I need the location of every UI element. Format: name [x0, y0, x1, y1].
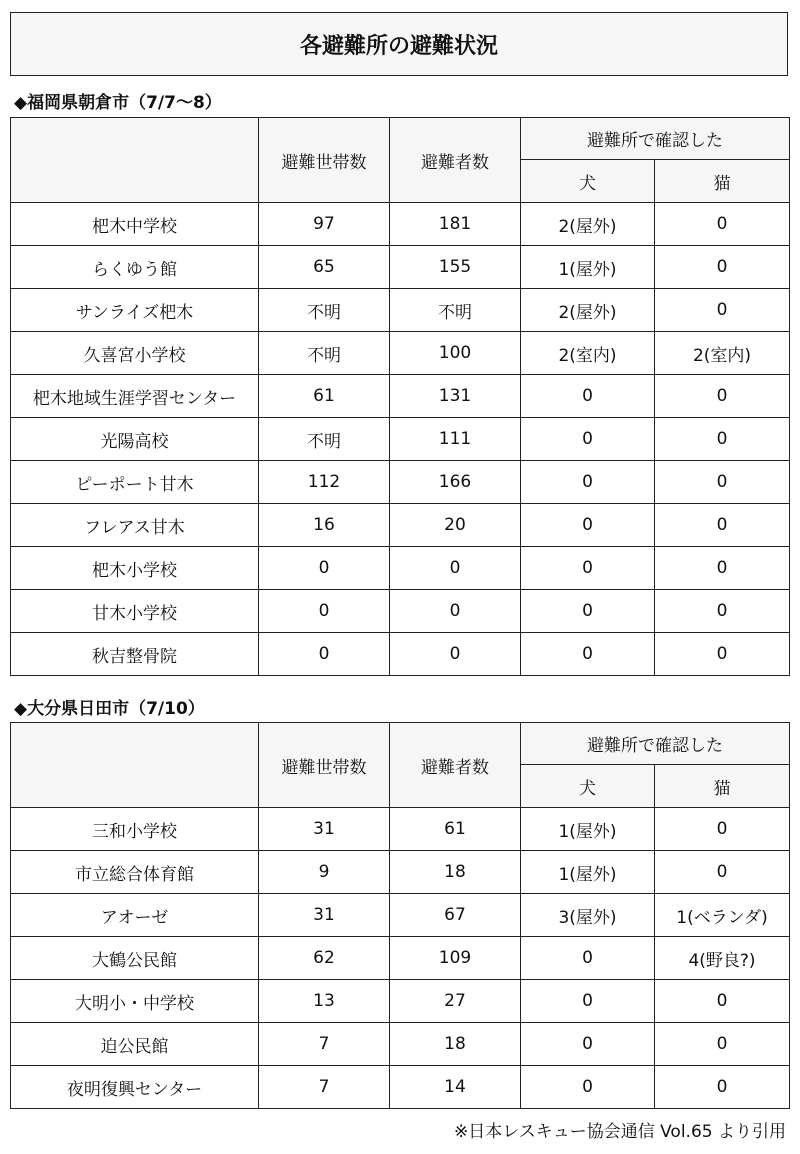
- cat-count-cell: 0: [655, 418, 790, 461]
- households-cell: 不明: [259, 332, 390, 375]
- table-row: [11, 1066, 790, 1109]
- shelter-name-cell: 夜明復興センター: [11, 1066, 259, 1109]
- cat-count-cell: 0: [655, 375, 790, 418]
- shelter-name-cell: 秋吉整骨院: [11, 633, 259, 676]
- shelter-name-cell: ピーポート甘木: [11, 461, 259, 504]
- dog-count-cell: 0: [521, 461, 655, 504]
- cat-count-cell: 2(室内): [655, 332, 790, 375]
- cat-count-cell: 0: [655, 1023, 790, 1066]
- shelter-name-cell: 大鶴公民館: [11, 937, 259, 980]
- households-cell: 31: [259, 894, 390, 937]
- cat-count-cell: 1(ベランダ): [655, 894, 790, 937]
- shelter-name-cell: 大明小・中学校: [11, 980, 259, 1023]
- cat-count-cell: 0: [655, 461, 790, 504]
- evacuees-cell: 61: [390, 808, 521, 851]
- households-cell: 112: [259, 461, 390, 504]
- header-dog: 犬: [521, 765, 655, 808]
- households-cell: 7: [259, 1066, 390, 1109]
- evacuees-cell: 166: [390, 461, 521, 504]
- dog-count-cell: 2(室内): [521, 332, 655, 375]
- cat-count-cell: 0: [655, 547, 790, 590]
- evacuees-cell: 18: [390, 851, 521, 894]
- dog-count-cell: 0: [521, 1066, 655, 1109]
- cat-count-cell: 0: [655, 289, 790, 332]
- header-cat: 猫: [655, 765, 790, 808]
- households-cell: 65: [259, 246, 390, 289]
- page-title: 各避難所の避難状況: [10, 12, 788, 76]
- cat-count-cell: 0: [655, 851, 790, 894]
- households-cell: 0: [259, 590, 390, 633]
- shelter-table-asakura: [10, 117, 790, 676]
- shelter-name-cell: 光陽高校: [11, 418, 259, 461]
- cat-count-cell: 0: [655, 980, 790, 1023]
- dog-count-cell: 0: [521, 418, 655, 461]
- table-row: [11, 851, 790, 894]
- header-confirmed-group: 避難所で確認した: [521, 118, 790, 160]
- shelter-name-cell: 市立総合体育館: [11, 851, 259, 894]
- evacuees-cell: 100: [390, 332, 521, 375]
- shelter-name-cell: 甘木小学校: [11, 590, 259, 633]
- evacuees-cell: 131: [390, 375, 521, 418]
- table-row: [11, 246, 790, 289]
- dog-count-cell: 0: [521, 590, 655, 633]
- households-cell: 62: [259, 937, 390, 980]
- shelter-name-cell: サンライズ杷木: [11, 289, 259, 332]
- shelter-name-cell: アオーゼ: [11, 894, 259, 937]
- table-row: [11, 375, 790, 418]
- cat-count-cell: 0: [655, 504, 790, 547]
- dog-count-cell: 3(屋外): [521, 894, 655, 937]
- shelter-name-cell: 三和小学校: [11, 808, 259, 851]
- dog-count-cell: 0: [521, 1023, 655, 1066]
- dog-count-cell: 0: [521, 375, 655, 418]
- households-cell: 9: [259, 851, 390, 894]
- evacuees-cell: 14: [390, 1066, 521, 1109]
- cat-count-cell: 0: [655, 1066, 790, 1109]
- households-cell: 0: [259, 633, 390, 676]
- dog-count-cell: 1(屋外): [521, 246, 655, 289]
- evacuees-cell: 67: [390, 894, 521, 937]
- table-row: [11, 461, 790, 504]
- table-row: [11, 418, 790, 461]
- evacuees-cell: 0: [390, 590, 521, 633]
- households-cell: 7: [259, 1023, 390, 1066]
- header-households: 避難世帯数: [259, 723, 390, 808]
- dog-count-cell: 0: [521, 937, 655, 980]
- header-dog: 犬: [521, 160, 655, 203]
- shelter-name-cell: 久喜宮小学校: [11, 332, 259, 375]
- table-row: [11, 937, 790, 980]
- shelter-name-cell: 杷木地域生涯学習センター: [11, 375, 259, 418]
- evacuees-cell: 0: [390, 547, 521, 590]
- evacuees-cell: 不明: [390, 289, 521, 332]
- evacuees-cell: 18: [390, 1023, 521, 1066]
- dog-count-cell: 0: [521, 980, 655, 1023]
- households-cell: 不明: [259, 289, 390, 332]
- table-row: [11, 547, 790, 590]
- dog-count-cell: 2(屋外): [521, 203, 655, 246]
- table-row: [11, 633, 790, 676]
- cat-count-cell: 0: [655, 590, 790, 633]
- cat-count-cell: 4(野良?): [655, 937, 790, 980]
- shelter-name-cell: フレアス甘木: [11, 504, 259, 547]
- header-blank-cell: [11, 118, 259, 203]
- header-evacuees: 避難者数: [390, 118, 521, 203]
- dog-count-cell: 0: [521, 633, 655, 676]
- evacuees-cell: 111: [390, 418, 521, 461]
- table-row: [11, 808, 790, 851]
- header-confirmed-group: 避難所で確認した: [521, 723, 790, 765]
- dog-count-cell: 0: [521, 547, 655, 590]
- households-cell: 0: [259, 547, 390, 590]
- shelter-name-cell: 杷木小学校: [11, 547, 259, 590]
- table-row: [11, 332, 790, 375]
- evacuees-cell: 20: [390, 504, 521, 547]
- households-cell: 不明: [259, 418, 390, 461]
- header-households: 避難世帯数: [259, 118, 390, 203]
- dog-count-cell: 1(屋外): [521, 851, 655, 894]
- households-cell: 61: [259, 375, 390, 418]
- shelter-name-cell: 杷木中学校: [11, 203, 259, 246]
- section-heading-hita: ◆大分県日田市（7/10）: [14, 699, 205, 719]
- cat-count-cell: 0: [655, 203, 790, 246]
- header-blank-cell: [11, 723, 259, 808]
- households-cell: 31: [259, 808, 390, 851]
- cat-count-cell: 0: [655, 633, 790, 676]
- shelter-name-cell: らくゆう館: [11, 246, 259, 289]
- table-row: [11, 504, 790, 547]
- table-row: [11, 980, 790, 1023]
- table-row: [11, 894, 790, 937]
- households-cell: 13: [259, 980, 390, 1023]
- shelter-table-hita: [10, 722, 790, 1109]
- evacuees-cell: 181: [390, 203, 521, 246]
- dog-count-cell: 0: [521, 504, 655, 547]
- table-row: [11, 203, 790, 246]
- evacuees-cell: 0: [390, 633, 521, 676]
- shelter-name-cell: 迫公民館: [11, 1023, 259, 1066]
- evacuees-cell: 155: [390, 246, 521, 289]
- header-evacuees: 避難者数: [390, 723, 521, 808]
- households-cell: 97: [259, 203, 390, 246]
- cat-count-cell: 0: [655, 808, 790, 851]
- evacuees-cell: 27: [390, 980, 521, 1023]
- dog-count-cell: 1(屋外): [521, 808, 655, 851]
- header-cat: 猫: [655, 160, 790, 203]
- table-row: [11, 1023, 790, 1066]
- cat-count-cell: 0: [655, 246, 790, 289]
- evacuees-cell: 109: [390, 937, 521, 980]
- households-cell: 16: [259, 504, 390, 547]
- table-row: [11, 590, 790, 633]
- dog-count-cell: 2(屋外): [521, 289, 655, 332]
- source-footnote: ※日本レスキュー協会通信 Vol.65 より引用: [453, 1122, 786, 1142]
- section-heading-asakura: ◆福岡県朝倉市（7/7〜8）: [14, 93, 222, 113]
- table-row: [11, 289, 790, 332]
